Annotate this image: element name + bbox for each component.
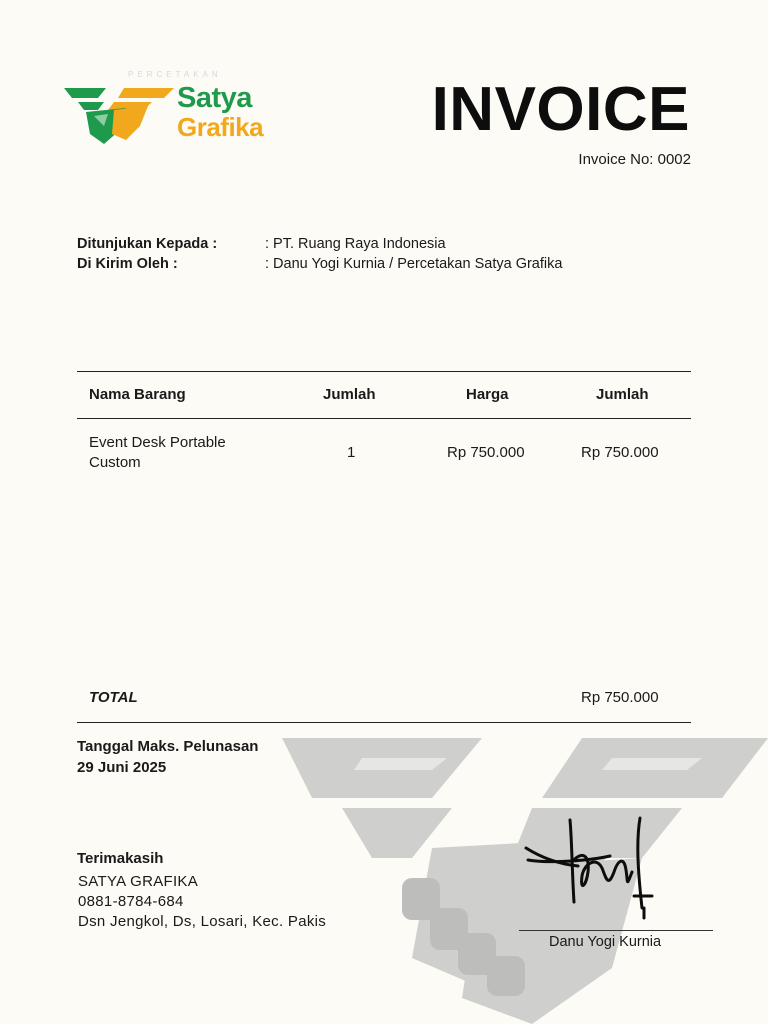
- column-header-qty: Jumlah: [323, 386, 376, 403]
- logo-top-text: PERCETAKAN: [128, 70, 222, 79]
- company-phone: 0881-8784-684: [78, 893, 184, 910]
- total-label: TOTAL: [89, 689, 138, 706]
- company-logo: [64, 68, 280, 152]
- signature-line: [519, 930, 713, 931]
- recipient-label: Ditunjukan Kepada :: [77, 236, 218, 252]
- recipient-value: : PT. Ruang Raya Indonesia: [265, 236, 446, 252]
- item-amount: Rp 750.000: [581, 444, 659, 461]
- item-name-line2: Custom: [89, 454, 141, 471]
- item-price: Rp 750.000: [447, 444, 525, 461]
- company-address: Dsn Jengkol, Ds, Losari, Kec. Pakis: [78, 913, 327, 930]
- handshake-logo-icon: [64, 84, 176, 146]
- sender-value: : Danu Yogi Kurnia / Percetakan Satya Grafika: [265, 256, 563, 272]
- due-date-value: 29 Juni 2025: [77, 759, 167, 776]
- signature-mark: [522, 812, 662, 924]
- column-header-name: Nama Barang: [89, 386, 186, 403]
- company-name: SATYA GRAFIKA: [78, 873, 199, 890]
- total-divider: [77, 722, 691, 723]
- due-date-label: Tanggal Maks. Pelunasan: [77, 738, 259, 755]
- column-header-price: Harga: [466, 386, 509, 403]
- signatory-name: Danu Yogi Kurnia: [549, 934, 662, 950]
- sender-label: Di Kirim Oleh :: [77, 256, 178, 272]
- logo-word-grafika: Grafika: [177, 112, 264, 142]
- total-value: Rp 750.000: [581, 689, 659, 706]
- invoice-title: INVOICE: [431, 75, 690, 144]
- item-qty: 1: [347, 444, 356, 461]
- table-header-divider: [77, 418, 691, 419]
- invoice-number: Invoice No: 0002: [578, 151, 691, 168]
- logo-word-satya: Satya: [177, 82, 252, 114]
- table-top-divider: [77, 371, 691, 372]
- thanks-heading: Terimakasih: [77, 850, 164, 867]
- column-header-amount: Jumlah: [596, 386, 649, 403]
- item-name-line1: Event Desk Portable: [89, 434, 226, 451]
